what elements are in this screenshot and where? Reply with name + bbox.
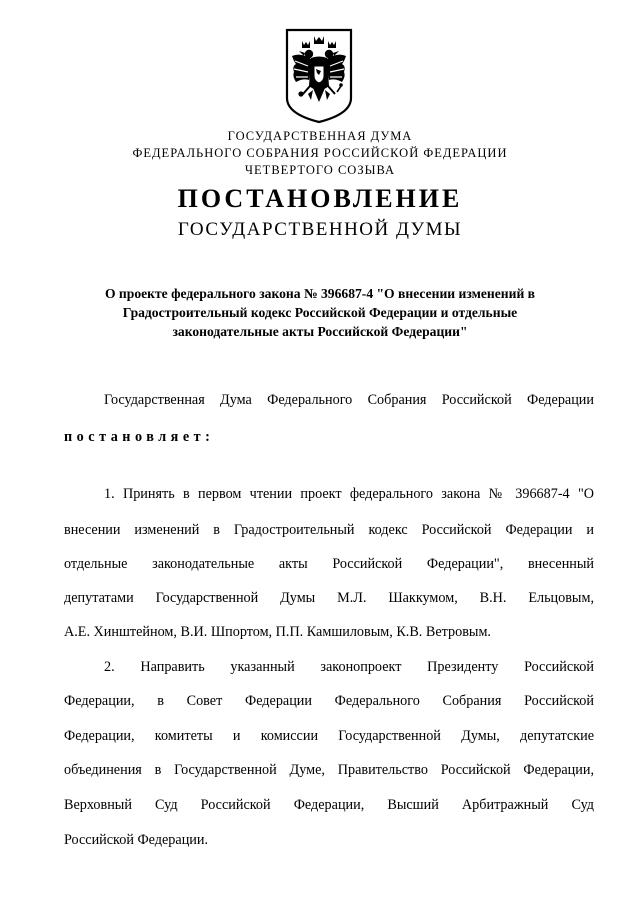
document-type-title: ПОСТАНОВЛЕНИЕ	[177, 184, 463, 213]
header-line-convocation: ЧЕТВЕРТОГО СОЗЫВА	[244, 163, 396, 177]
item2-line: объединения в Государственной Думе, Правительство Российской Федерации,	[64, 762, 594, 778]
coat-of-arms-emblem	[283, 28, 355, 124]
item1-line: внесении изменений в Градостроительный кодекс Российской Федерации и	[64, 522, 594, 538]
document-subject	[80, 284, 560, 341]
item2-line: 2. Направить указанный законопроект Президенту Российской	[104, 659, 594, 675]
subject-line: Градостроительный кодекс Российской Федерации и отдельные	[122, 305, 518, 320]
item1-line: 1. Принять в первом чтении проект федерального закона № 396687-4 "О	[104, 486, 594, 502]
issuing-body-header	[0, 128, 640, 179]
document-issuer-subtitle: ГОСУДАРСТВЕННОЙ ДУМЫ	[177, 219, 463, 240]
item2-line: Федерации, комитеты и комиссии Государственной Думы, депутатские	[64, 728, 594, 744]
subject-line: законодательные акты Российской Федерации"	[172, 324, 468, 339]
item2-line: Верховный Суд Российской Федерации, Высший Арбитражный Суд	[64, 797, 594, 813]
item2-line: Российской Федерации.	[64, 832, 209, 848]
resolves-text: постановляет:	[64, 429, 215, 445]
item1-line: отдельные законодательные акты Российской Федерации", внесенный	[64, 556, 594, 572]
item2-line: Федерации, в Совет Федерации Федерального Собрания Российской	[64, 693, 594, 709]
item1-line: А.Е. Хинштейном, В.И. Шпортом, П.П. Камшиловым, К.В. Ветровым.	[64, 624, 491, 640]
header-line-assembly: ФЕДЕРАЛЬНОГО СОБРАНИЯ РОССИЙСКОЙ ФЕДЕРАЦИИ	[132, 146, 508, 160]
header-line-duma: ГОСУДАРСТВЕННАЯ ДУМА	[227, 129, 413, 143]
item1-line: депутатами Государственной Думы М.Л. Шаккумом, В.Н. Ельцовым,	[64, 590, 594, 606]
preamble-text: Государственная Дума Федерального Собрания Российской Федерации	[104, 392, 594, 408]
subject-line: О проекте федерального закона № 396687-4 "О внесении изменений в	[104, 286, 536, 301]
